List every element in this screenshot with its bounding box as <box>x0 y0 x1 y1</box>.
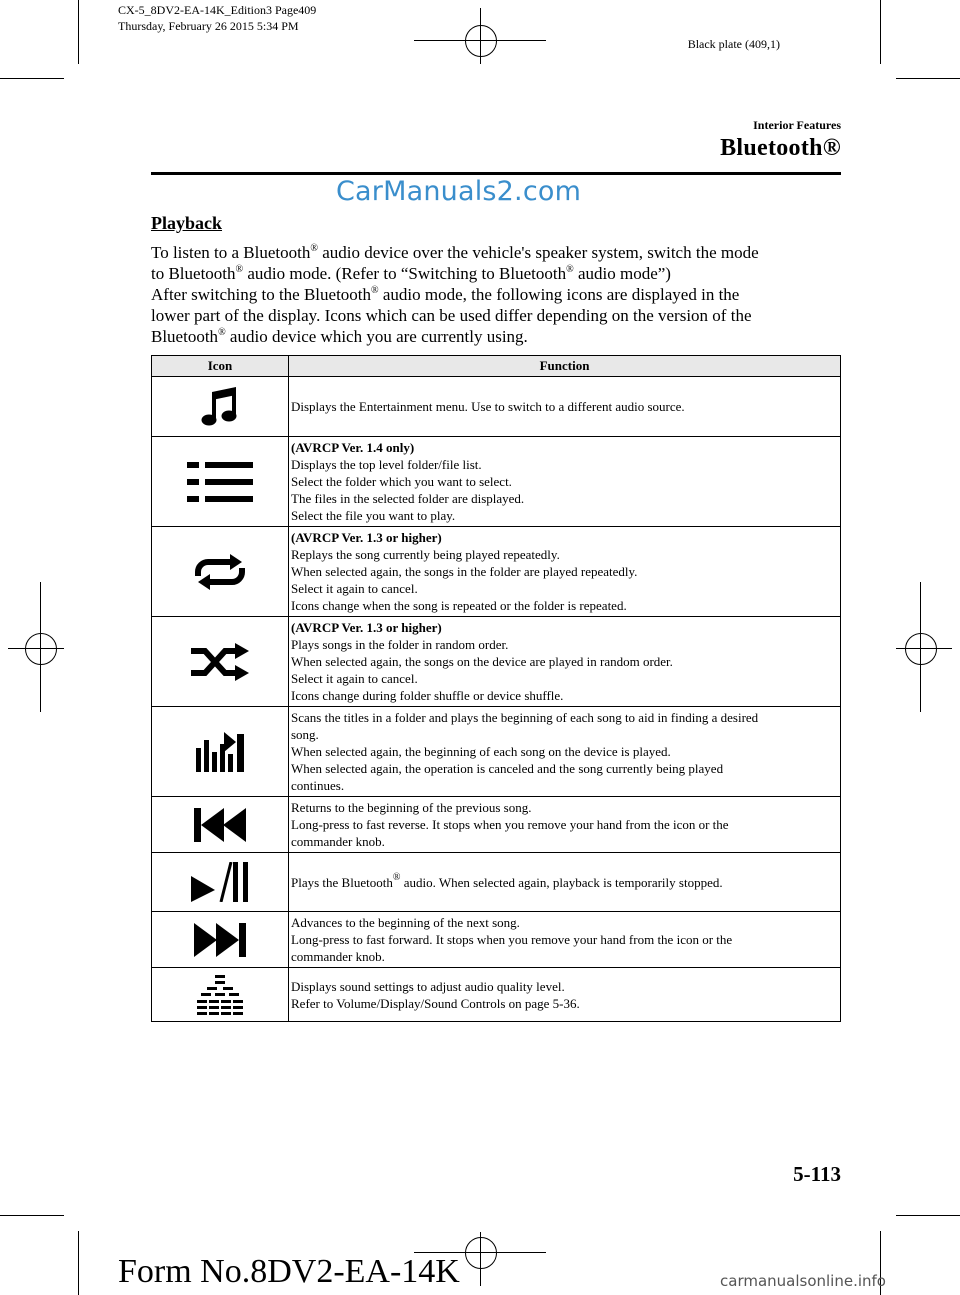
table-row <box>152 797 841 853</box>
function-description: Scans the titles in a folder and plays the beginning of each song to aid in finding a desired song. When selected again, the beginning of each song on the device is played. When selected again, the operation is canceled and the song currently being played continues. <box>289 707 841 797</box>
table-row <box>152 437 841 527</box>
music-note-icon <box>200 386 240 428</box>
page-number: 5-113 <box>793 1162 841 1186</box>
section-label: Interior Features <box>753 118 841 132</box>
table-row <box>152 968 841 1022</box>
function-description: (AVRCP Ver. 1.3 or higher) Plays songs in the folder in random order. When selected again, the songs on the device are played in random order. Select it again to cancel. Icons change during folder shuffle or device shuffle. <box>289 617 841 707</box>
list-icon <box>187 462 253 502</box>
table-row <box>152 617 841 707</box>
scan-icon <box>196 732 244 772</box>
function-column-header: Function <box>289 356 841 377</box>
function-description: Plays the Bluetooth® audio. When selected again, playback is temporarily stopped. <box>289 853 841 912</box>
next-track-icon <box>194 923 246 957</box>
table-row <box>152 853 841 912</box>
icon-column-header: Icon <box>152 356 289 377</box>
table-row <box>152 912 841 968</box>
shuffle-icon <box>191 643 249 681</box>
print-file-info <box>118 2 316 34</box>
icon-function-table <box>151 355 841 1022</box>
table-row <box>152 707 841 797</box>
previous-track-icon <box>194 808 246 842</box>
watermark: CarManuals2.com <box>336 176 582 207</box>
table-row <box>152 377 841 437</box>
section-title: Bluetooth® <box>720 135 841 161</box>
table-row <box>152 527 841 617</box>
play-pause-icon <box>191 862 249 902</box>
function-description: (AVRCP Ver. 1.3 or higher) Replays the song currently being played repeatedly. When selected again, the songs in the folder are played repeatedly. Select it again to cancel. Icons change when the song is repeated or the folder is repeated. <box>289 527 841 617</box>
print-file-line: CX-5_8DV2-EA-14K_Edition3 Page409 <box>118 3 317 17</box>
plate-label: Black plate (409,1) <box>687 37 780 51</box>
sound-settings-icon <box>197 975 243 1015</box>
function-description: (AVRCP Ver. 1.4 only) Displays the top level folder/file list. Select the folder which you want to select. The files in the selected folder are displayed. Select the file you want to play. <box>289 437 841 527</box>
function-description: Returns to the beginning of the previous song. Long-press to fast reverse. It stops when you remove your hand from the icon or the commander knob. <box>289 797 841 853</box>
function-description: Displays the Entertainment menu. Use to switch to a different audio source. <box>289 377 841 437</box>
function-description: Displays sound settings to adjust audio quality level. Refer to Volume/Display/Sound Controls on page 5-36. <box>289 968 841 1022</box>
table-header-row <box>152 356 841 377</box>
repeat-icon <box>194 554 246 590</box>
source-site: carmanualsonline.info <box>720 1272 886 1290</box>
form-number: Form No.8DV2-EA-14K <box>118 1253 460 1290</box>
subheading: Playback <box>151 213 223 233</box>
intro-paragraph: To listen to a Bluetooth® audio device over the vehicle's speaker system, switch the mode to Bluetooth® audio mode. (Refer to “Switching to Bluetooth® audio mode”) After switching to the Bluetooth® audio mode, the following icons are displayed in the lower part of the display. Icons which can be used differ depending on the version of the Bluetooth® audio device which you are currently using. <box>151 243 759 346</box>
function-description: Advances to the beginning of the next song. Long-press to fast forward. It stops when you remove your hand from the icon or the commander knob. <box>289 912 841 968</box>
header-rule <box>151 172 841 175</box>
print-date-line: Thursday, February 26 2015 5:34 PM <box>118 19 299 33</box>
